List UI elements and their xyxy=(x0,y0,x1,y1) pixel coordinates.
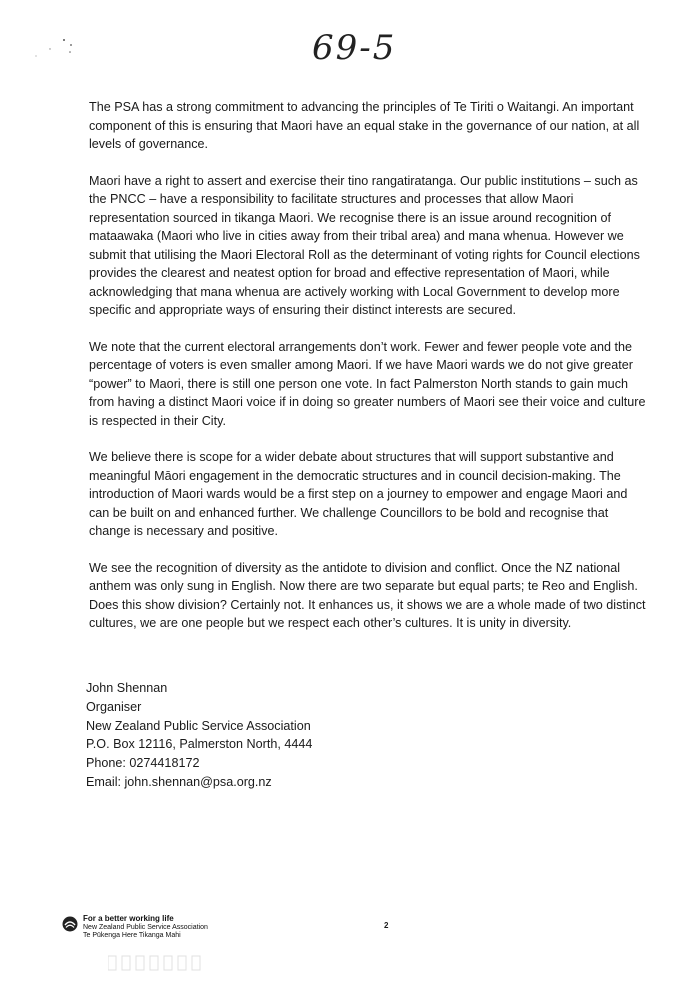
handwritten-page-annotation: 69-5 xyxy=(312,28,397,68)
postal-address: P.O. Box 12116, Palmerston North, 4444 xyxy=(86,737,313,752)
paragraph: We believe there is scope for a wider debate about structures that will support substantive and meaningful Māori engagement in the democratic structures and in council decision-making. The introduction of Maori wards would be a first step on a journey to empower and engage Maori and can be built on and enhanced further. We challenge Councillors to be bold and recognise that change is necessary and positive. xyxy=(89,450,628,538)
email-address: Email: john.shennan@psa.org.nz xyxy=(86,774,272,789)
letter-body xyxy=(89,98,649,651)
signatory-organisation: New Zealand Public Service Association xyxy=(86,718,311,733)
signatory-title: Organiser xyxy=(86,699,142,714)
psa-logo-icon xyxy=(62,916,78,932)
faint-scan-stamp xyxy=(108,952,208,974)
footer-org-name: New Zealand Public Service Association xyxy=(83,923,208,931)
page-number: 2 xyxy=(384,921,389,930)
paragraph: Maori have a right to assert and exercise their tino rangatiratanga. Our public institutions – such as the PNCC – have a responsibility to facilitate structures and processes that allow Maori representation sourced in tikanga Maori. We recognise there is an issue around recognition of mataawaka (Maori who live in cities away from their tribal area) and mana whenua. However we submit that utilising the Maori Electoral Roll as the determinant of voting rights for Council elections provides the clearest and neatest option for broad and effective representation of Maori, while acknowledging that mana whenua are actively working with Local Government to develop more specific and appropriate ways of ensuring their distinct interests are secured. xyxy=(89,173,640,317)
footer-organisation xyxy=(83,915,208,941)
phone-number: Phone: 0274418172 xyxy=(86,756,200,771)
paragraph: We see the recognition of diversity as the antidote to division and conflict. Once the NZ national anthem was only sung in English. Now there are two separate but equal parts; te Reo and English. Does this show division? Certainly not. It enhances us, it shows we are a whole made of two distinct cultures, we are one people but we respect each other’s cultures. It is unity in diversity. xyxy=(89,560,646,630)
footer-maori-name: Te Pūkenga Here Tikanga Mahi xyxy=(83,932,181,939)
paragraph: The PSA has a strong commitment to advancing the principles of Te Tiriti o Waitangi. An important component of this is ensuring that Maori have an equal stake in the governance of our nation, at all levels of governance. xyxy=(89,100,640,151)
paragraph: We note that the current electoral arrangements don’t work. Fewer and fewer people vote and the percentage of voters is even smaller among Maori. If we have Maori wards we do not give greater “power” to Maori, there is still one person one vote. In fact Palmerston North stands to gain much from having a distinct Maori voice if in doing so greater numbers of Maori see their voice and culture is respected in their City. xyxy=(89,339,646,428)
signatory-name: John Shennan xyxy=(86,681,168,695)
scan-specks xyxy=(28,36,78,62)
footer-tagline: For a better working life xyxy=(83,914,174,923)
signature-block xyxy=(86,679,506,792)
